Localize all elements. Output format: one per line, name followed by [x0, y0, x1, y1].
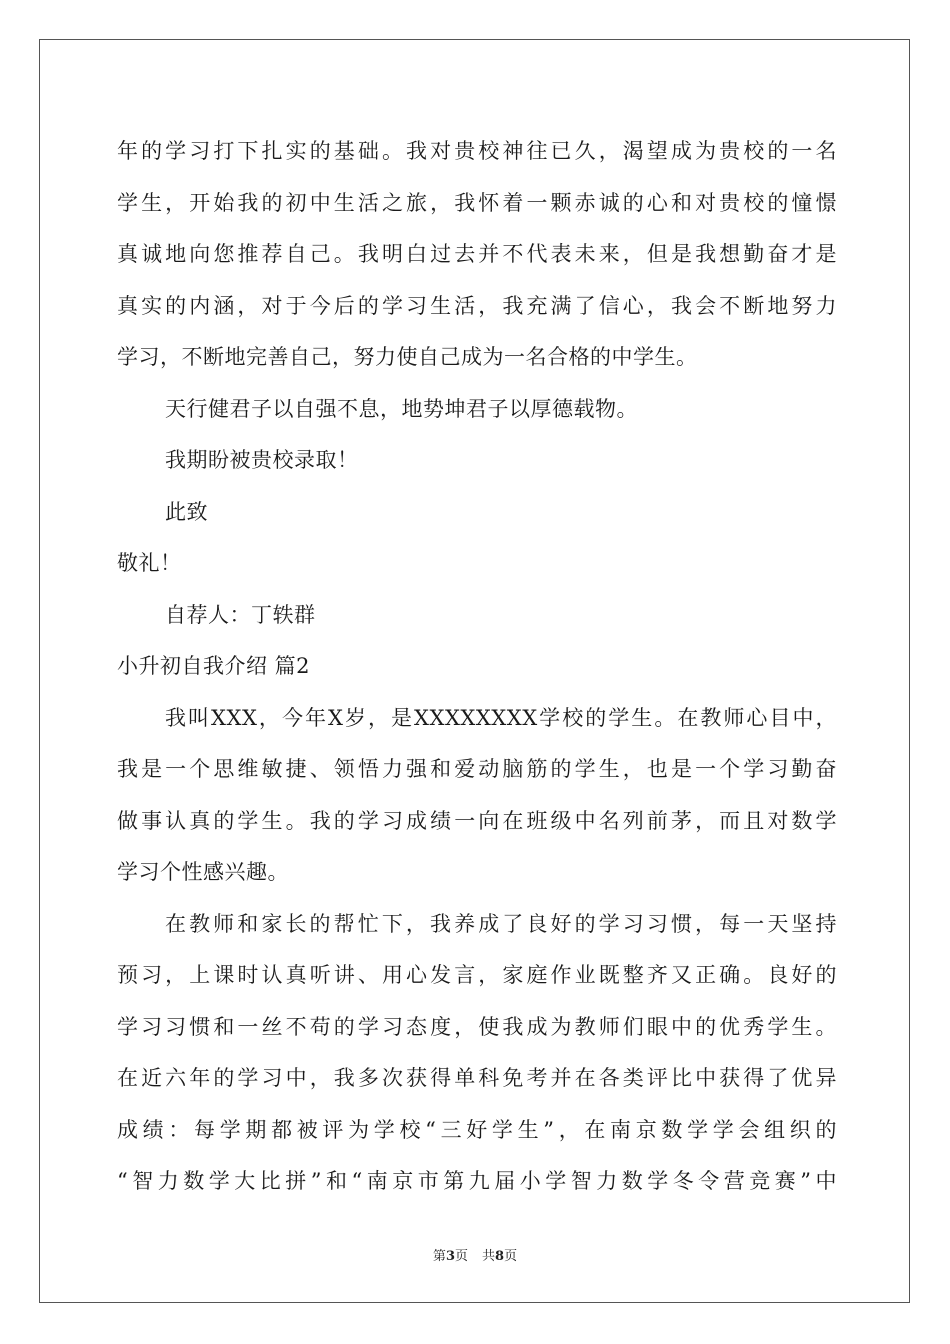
text-line: 我叫XXX，今年X岁，是XXXXXXXX学校的学生。在教师心目中， — [165, 705, 837, 730]
text-line: 做事认真的学生。我的学习成绩一向在班级中名列前茅，而且对数学 — [117, 808, 837, 833]
total-prefix: 共 — [482, 1249, 496, 1264]
text-line: 学习，不断地完善自己，努力使自己成为一名合格的中学生。 — [117, 345, 698, 369]
current-page-number: 3 — [445, 1249, 455, 1264]
text-line: 学习个性感兴趣。 — [117, 860, 289, 884]
text-line: 预习，上课时认真听讲、用心发言，家庭作业既整齐又正确。良好的 — [117, 963, 837, 987]
text-line: 年的学习打下扎实的基础。我对贵校神往已久，渴望成为贵校的一名 — [117, 139, 837, 163]
text-line: 学生，开始我的初中生活之旅，我怀着一颗赤诚的心和对贵校的憧憬 — [117, 190, 837, 215]
signature-line: 自荐人：丁轶群 — [165, 602, 316, 627]
text-line: 在近六年的学习中，我多次获得单科免考并在各类评比中获得了优异 — [117, 1066, 837, 1090]
total-suffix: 页 — [504, 1249, 518, 1264]
page-suffix: 页 — [454, 1249, 468, 1264]
salutation-line: 此致 — [165, 499, 208, 524]
text-line: 在教师和家长的帮忙下，我养成了良好的学习习惯，每一天坚持 — [165, 911, 837, 936]
section-heading: 小升初自我介绍 篇2 — [117, 654, 311, 678]
text-line: “智力数学大比拼”和“南京市第九届小学智力数学冬令营竞赛”中 — [117, 1169, 837, 1193]
text-line: 我是一个思维敏捷、领悟力强和爱动脑筋的学生，也是一个学习勤奋 — [117, 757, 837, 781]
text-line: 学习习惯和一丝不苟的学习态度，使我成为教师们眼中的优秀学生。 — [117, 1014, 837, 1039]
page-footer — [0, 1245, 950, 1264]
text-line: 天行健君子以自强不息，地势坤君子以厚德载物。 — [165, 396, 638, 421]
text-line: 我期盼被贵校录取！ — [165, 448, 359, 472]
text-line: 真实的内涵，对于今后的学习生活，我充满了信心，我会不断地努力 — [117, 293, 837, 318]
text-line: 成绩：每学期都被评为学校“三好学生”，在南京数学学会组织的 — [117, 1117, 837, 1142]
total-pages-number: 8 — [495, 1249, 505, 1264]
salutation-line: 敬礼！ — [117, 551, 182, 575]
document-body — [117, 126, 837, 1208]
text-line: 真诚地向您推荐自己。我明白过去并不代表未来，但是我想勤奋才是 — [117, 242, 837, 266]
page-prefix: 第 — [432, 1249, 446, 1264]
